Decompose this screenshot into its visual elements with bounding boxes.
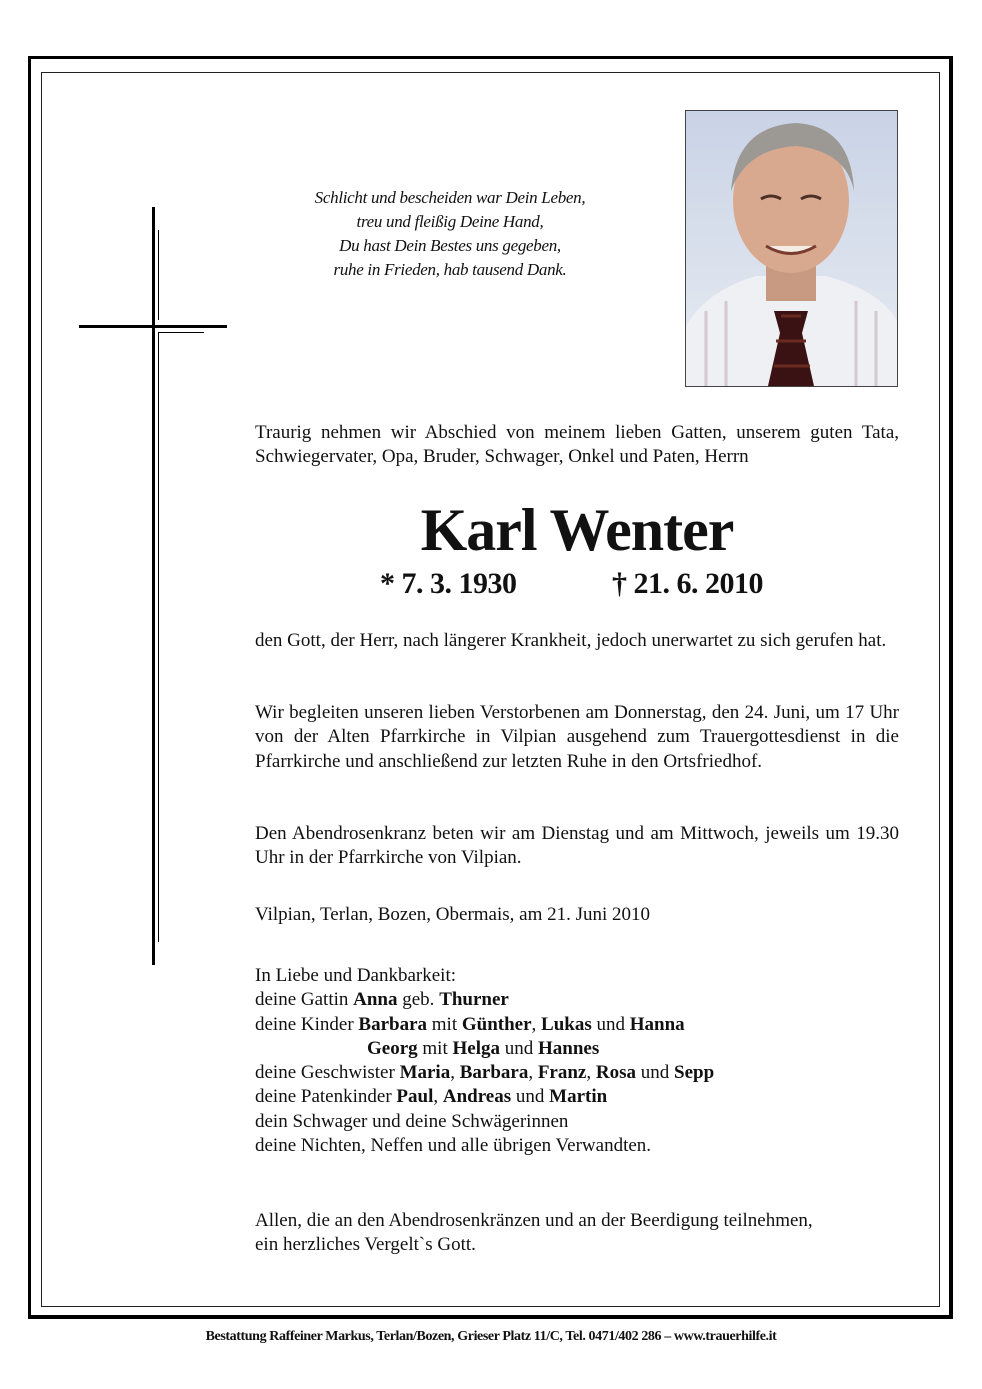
place-date: Vilpian, Terlan, Bozen, Obermais, am 21. Juni 2010: [255, 904, 651, 925]
mourners-heading: In Liebe und Dankbarkeit:: [255, 965, 457, 986]
bold-name: Martin: [549, 1086, 608, 1108]
thanks-line: ein herzliches Vergelt`s Gott.: [255, 1234, 476, 1256]
poem-line: Du hast Dein Bestes uns gegeben,: [339, 236, 561, 255]
text-segment: ,: [531, 1013, 542, 1035]
paragraph-funeral: Wir begleiten unseren lieben Verstorbenen am Donnerstag, den 24. Juni, um 17 Uhr von der Alten Pfarrkirche in Vilpian ausgehend zum Trauergottesdienst in die Pfarrkirche und anschließend zur letzten Ruhe in den Ortsfriedhof.: [255, 702, 899, 772]
text-segment: mit: [427, 1013, 462, 1035]
bold-name: Hanna: [629, 1013, 685, 1035]
bold-name: Anna: [353, 989, 398, 1011]
mourner-line: [255, 1085, 899, 1109]
bold-name: Rosa: [595, 1062, 636, 1084]
bold-name: Thurner: [439, 989, 509, 1011]
text-segment: und: [591, 1013, 630, 1035]
bold-name: Hannes: [538, 1037, 600, 1059]
portrait-photo: [685, 110, 898, 387]
poem: [280, 186, 620, 282]
bold-name: Franz: [537, 1062, 587, 1084]
bold-name: Helga: [452, 1037, 500, 1059]
text-segment: und: [636, 1062, 674, 1084]
bold-name: Günther: [461, 1013, 532, 1035]
mourner-line: [255, 1013, 899, 1037]
poem-line: ruhe in Frieden, hab tausend Dank.: [333, 260, 567, 279]
poem-line: treu und fleißig Deine Hand,: [356, 212, 544, 231]
text-segment: deine Kinder: [255, 1013, 359, 1035]
text-segment: mit: [417, 1037, 453, 1059]
text-segment: ,: [433, 1086, 443, 1108]
bold-name: Paul: [396, 1086, 434, 1108]
text-segment: deine Gattin: [255, 989, 354, 1011]
death-date: † 21. 6. 2010: [612, 567, 763, 600]
text-segment: deine Geschwister: [255, 1062, 400, 1084]
poem-line: Schlicht und bescheiden war Dein Leben,: [314, 188, 586, 207]
text-segment: ,: [528, 1062, 538, 1084]
mourners-list: [255, 964, 899, 1158]
paragraph-death: den Gott, der Herr, nach längerer Krankheit, jedoch unerwartet zu sich gerufen hat.: [255, 630, 887, 651]
text-segment: und: [500, 1037, 538, 1059]
bold-name: Sepp: [674, 1062, 715, 1084]
mourner-line: deine Nichten, Neffen und alle übrigen Verwandten.: [255, 1135, 652, 1157]
text-segment: ,: [586, 1062, 596, 1084]
text-segment: geb.: [397, 989, 440, 1011]
text-segment: und: [511, 1086, 550, 1108]
bold-name: Barbara: [459, 1062, 529, 1084]
bold-name: Barbara: [358, 1013, 428, 1035]
birth-date: * 7. 3. 1930: [380, 567, 517, 600]
funeral-home-footer: Bestattung Raffeiner Markus, Terlan/Bozen, Grieser Platz 11/C, Tel. 0471/402 286 – www.trauerhilfe.it: [205, 1329, 777, 1344]
mourner-line: [255, 1037, 899, 1061]
bold-name: Andreas: [442, 1086, 512, 1108]
bold-name: Maria: [399, 1062, 451, 1084]
deceased-name: Karl Wenter: [420, 497, 734, 563]
paragraph-rosary: Den Abendrosenkranz beten wir am Dienstag und am Mittwoch, jeweils um 19.30 Uhr in der Pfarrkirche von Vilpian.: [255, 823, 899, 869]
bold-name: Lukas: [541, 1013, 592, 1035]
mourner-line: [255, 1061, 899, 1085]
mourner-line: dein Schwager und deine Schwägerinnen: [255, 1110, 569, 1132]
mourner-line: [255, 988, 899, 1012]
text-segment: deine Patenkinder: [255, 1086, 397, 1108]
thanks-text: [255, 1209, 899, 1258]
bold-name: Georg: [367, 1037, 418, 1059]
intro-text: Traurig nehmen wir Abschied von meinem lieben Gatten, unserem guten Tata, Schwiegervater, Opa, Bruder, Schwager, Onkel und Paten, Herrn: [255, 422, 899, 468]
thanks-line: Allen, die an den Abendrosenkränzen und an der Beerdigung teilnehmen,: [255, 1210, 813, 1231]
text-segment: ,: [450, 1062, 460, 1084]
